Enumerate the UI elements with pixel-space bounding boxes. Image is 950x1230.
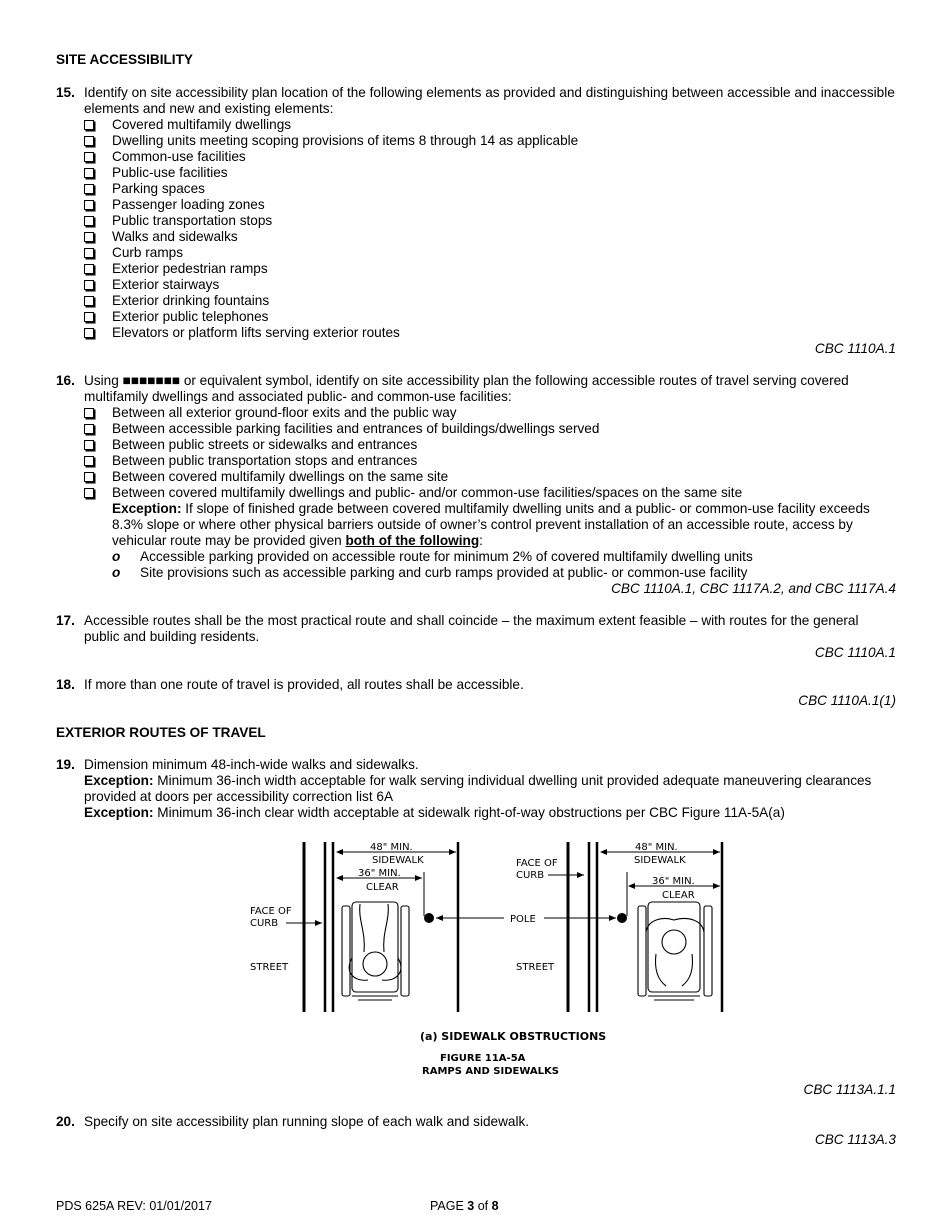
item-17 [56,613,896,645]
right-dim-48: 48" MIN. [635,842,678,853]
checkbox-icon [84,408,94,418]
checklist-item [84,149,896,165]
footer-page-number [430,1198,499,1214]
checkbox-icon [84,328,94,338]
pole-label: POLE [510,914,536,925]
citation: CBC 1110A.1 [814,645,896,660]
figure-title: RAMPS AND SIDEWALKS [422,1066,559,1077]
item-number: 18. [56,677,75,692]
figure-number: FIGURE 11A-5A [440,1053,526,1064]
checklist-item [84,261,896,277]
item-text-pre: Using [84,373,119,388]
checklist-item [84,325,896,341]
checklist-item [84,229,896,245]
checklist-item-label: Common-use facilities [112,149,246,164]
checklist-item [84,133,896,149]
left-dim-48: 48" MIN. [370,842,413,853]
checklist-item-label: Curb ramps [112,245,184,260]
left-curb-label: CURB [250,918,279,929]
figure-caption: (a) SIDEWALK OBSTRUCTIONS [420,1030,607,1043]
checklist [84,405,896,501]
checklist-item-label: Between accessible parking facilities and entrances of buildings/dwellings served [112,421,600,436]
item-text-post: or equivalent symbol, identify on site accessibility plan the following accessible routes of travel serving covered multifamily dwellings and associated public- and common-use facilities: [84,373,849,404]
item-text [84,373,896,405]
checklist-item-label: Exterior pedestrian ramps [112,261,268,276]
checkbox-icon [84,232,94,242]
item-16 [56,373,896,581]
checklist-item [84,197,896,213]
checkbox-icon [84,472,94,482]
checklist-item [84,165,896,181]
checklist-item-label: Between covered multifamily dwellings on the same site [112,469,449,484]
checklist-item-label: Exterior drinking fountains [112,293,270,308]
citation: CBC 1113A.1.1 [803,1082,896,1097]
checklist-item-label: Passenger loading zones [112,197,265,212]
right-clear-label: CLEAR [662,890,695,901]
checklist-item [84,277,896,293]
item-20 [56,1114,896,1130]
checklist-item [84,421,896,437]
checklist-item-label: Walks and sidewalks [112,229,238,244]
checkbox-icon [84,456,94,466]
checklist-item [84,245,896,261]
checklist-item [84,453,896,469]
item-number: 19. [56,757,75,772]
footer-form-id: PDS 625A REV: 01/01/2017 [56,1199,212,1213]
checklist-item-label: Between covered multifamily dwellings and public- and/or common-use facilities/spaces on the same site [112,485,743,500]
exception-label: Exception: [84,805,154,820]
item-number: 15. [56,85,75,100]
page-total: 8 [491,1199,499,1213]
item-15 [56,85,896,341]
checkbox-icon [84,264,94,274]
route-symbol: ■■■■■■■ [122,373,181,388]
sub-bullet-item [112,549,896,565]
checklist-item-label: Between all exterior ground-floor exits and the public way [112,405,457,420]
right-curb-label: CURB [516,870,545,881]
left-sidewalk-diagram [250,842,458,1012]
sub-bullet-text: Site provisions such as accessible parking and curb ramps provided at public- or common-use facility [140,565,748,580]
citation: CBC 1113A.3 [814,1132,896,1147]
checklist-item-label: Exterior stairways [112,277,220,292]
item-18 [56,677,896,693]
checkbox-icon [84,152,94,162]
checklist [84,117,896,341]
checklist-item [84,213,896,229]
left-pole-mark [424,913,434,923]
exception-1 [84,773,896,805]
checklist-item-label: Dwelling units meeting scoping provisions of items 8 through 14 as applicable [112,133,579,148]
checklist-item [84,117,896,133]
item-number: 17. [56,613,75,628]
o-bullet: o [112,565,121,580]
item-text: Specify on site accessibility plan running slope of each walk and sidewalk. [84,1114,530,1129]
page-current: 3 [467,1199,475,1213]
o-bullet: o [112,549,121,564]
right-sidewalk-diagram [516,842,722,1012]
checklist-item-label: Elevators or platform lifts serving exterior routes [112,325,400,340]
checkbox-icon [84,120,94,130]
item-number: 20. [56,1114,75,1129]
checkbox-icon [84,136,94,146]
citation: CBC 1110A.1(1) [798,693,896,708]
item-text: Dimension minimum 48-inch-wide walks and sidewalks. [84,757,419,772]
sub-bullet-item [112,565,896,581]
checklist-item-label: Public-use facilities [112,165,228,180]
checklist-item-label: Public transportation stops [112,213,273,228]
checkbox-icon [84,168,94,178]
sub-bullet-list [84,549,896,581]
document-page [56,50,896,821]
left-sidewalk-label: SIDEWALK [372,855,424,866]
checkbox-icon [84,280,94,290]
section-heading-site-accessibility: SITE ACCESSIBILITY [56,52,193,67]
checklist-item-label: Between public transportation stops and entrances [112,453,418,468]
right-sidewalk-label: SIDEWALK [634,855,686,866]
citation: CBC 1110A.1, CBC 1117A.2, and CBC 1117A.4 [611,581,896,596]
checklist-item-label: Between public streets or sidewalks and entrances [112,437,418,452]
exception-block [84,501,896,549]
page-of: of [477,1199,489,1213]
item-number: 16. [56,373,75,388]
section-heading-exterior-routes: EXTERIOR ROUTES OF TRAVEL [56,725,266,740]
right-wheelchair-user-icon [638,902,712,1000]
checklist-item-label: Covered multifamily dwellings [112,117,292,132]
lower-content [56,1082,896,1148]
checkbox-icon [84,248,94,258]
checkbox-icon [84,184,94,194]
checklist-item-label: Parking spaces [112,181,205,196]
exception-emphasis: both of the following [345,533,480,548]
item-text: Accessible routes shall be the most practical route and shall coincide – the maximum extent feasible – with routes for the general public and building residents. [84,613,859,644]
left-wheelchair-user-icon [342,902,409,1000]
exception-text: Minimum 36-inch width acceptable for walk serving individual dwelling unit provided adequate maneuvering clearances provided at doors per accessibility correction list 6A [84,773,872,804]
checkbox-icon [84,424,94,434]
left-face-of-label: FACE OF [250,906,292,917]
exception-label: Exception: [84,773,154,788]
left-street-label: STREET [250,962,289,973]
left-dim-36: 36" MIN. [358,868,401,879]
checkbox-icon [84,296,94,306]
right-pole-mark [617,913,627,923]
right-face-of-label: FACE OF [516,858,558,869]
page-label: PAGE [430,1199,464,1213]
checkbox-icon [84,312,94,322]
figure-drawing [248,840,724,1080]
checklist-item [84,309,896,325]
checklist-item [84,469,896,485]
exception-label: Exception: [112,501,182,516]
checklist-item [84,437,896,453]
checkbox-icon [84,440,94,450]
figure-sidewalk-obstructions [248,840,724,1080]
item-text: If more than one route of travel is provided, all routes shall be accessible. [84,677,524,692]
right-street-label: STREET [516,962,555,973]
checklist-item [84,181,896,197]
citation: CBC 1110A.1 [814,341,896,356]
sub-bullet-text: Accessible parking provided on accessible route for minimum 2% of covered multifamily dwelling units [140,549,753,564]
checklist-item-label: Exterior public telephones [112,309,269,324]
checkbox-icon [84,200,94,210]
left-clear-label: CLEAR [366,882,399,893]
checkbox-icon [84,216,94,226]
checkbox-icon [84,488,94,498]
exception-text: If slope of finished grade between covered multifamily dwelling units and a public- or common-use facility exceeds 8.3% slope or where other physical barriers outside of owner’s control prevent installation of an accessible route, access by vehicular route may be provided given [112,501,870,548]
exception-end: : [479,533,483,548]
item-19 [56,757,896,821]
right-dim-36: 36" MIN. [652,876,695,887]
checklist-item [84,405,896,421]
checklist-item [84,485,896,501]
exception-2 [84,805,896,821]
checklist-item [84,293,896,309]
exception-text: Minimum 36-inch clear width acceptable at sidewalk right-of-way obstructions per CBC Figure 11A-5A(a) [157,805,785,820]
item-text: Identify on site accessibility plan location of the following elements as provided and distinguishing between accessible and inaccessible elements and new and existing elements: [84,85,895,116]
